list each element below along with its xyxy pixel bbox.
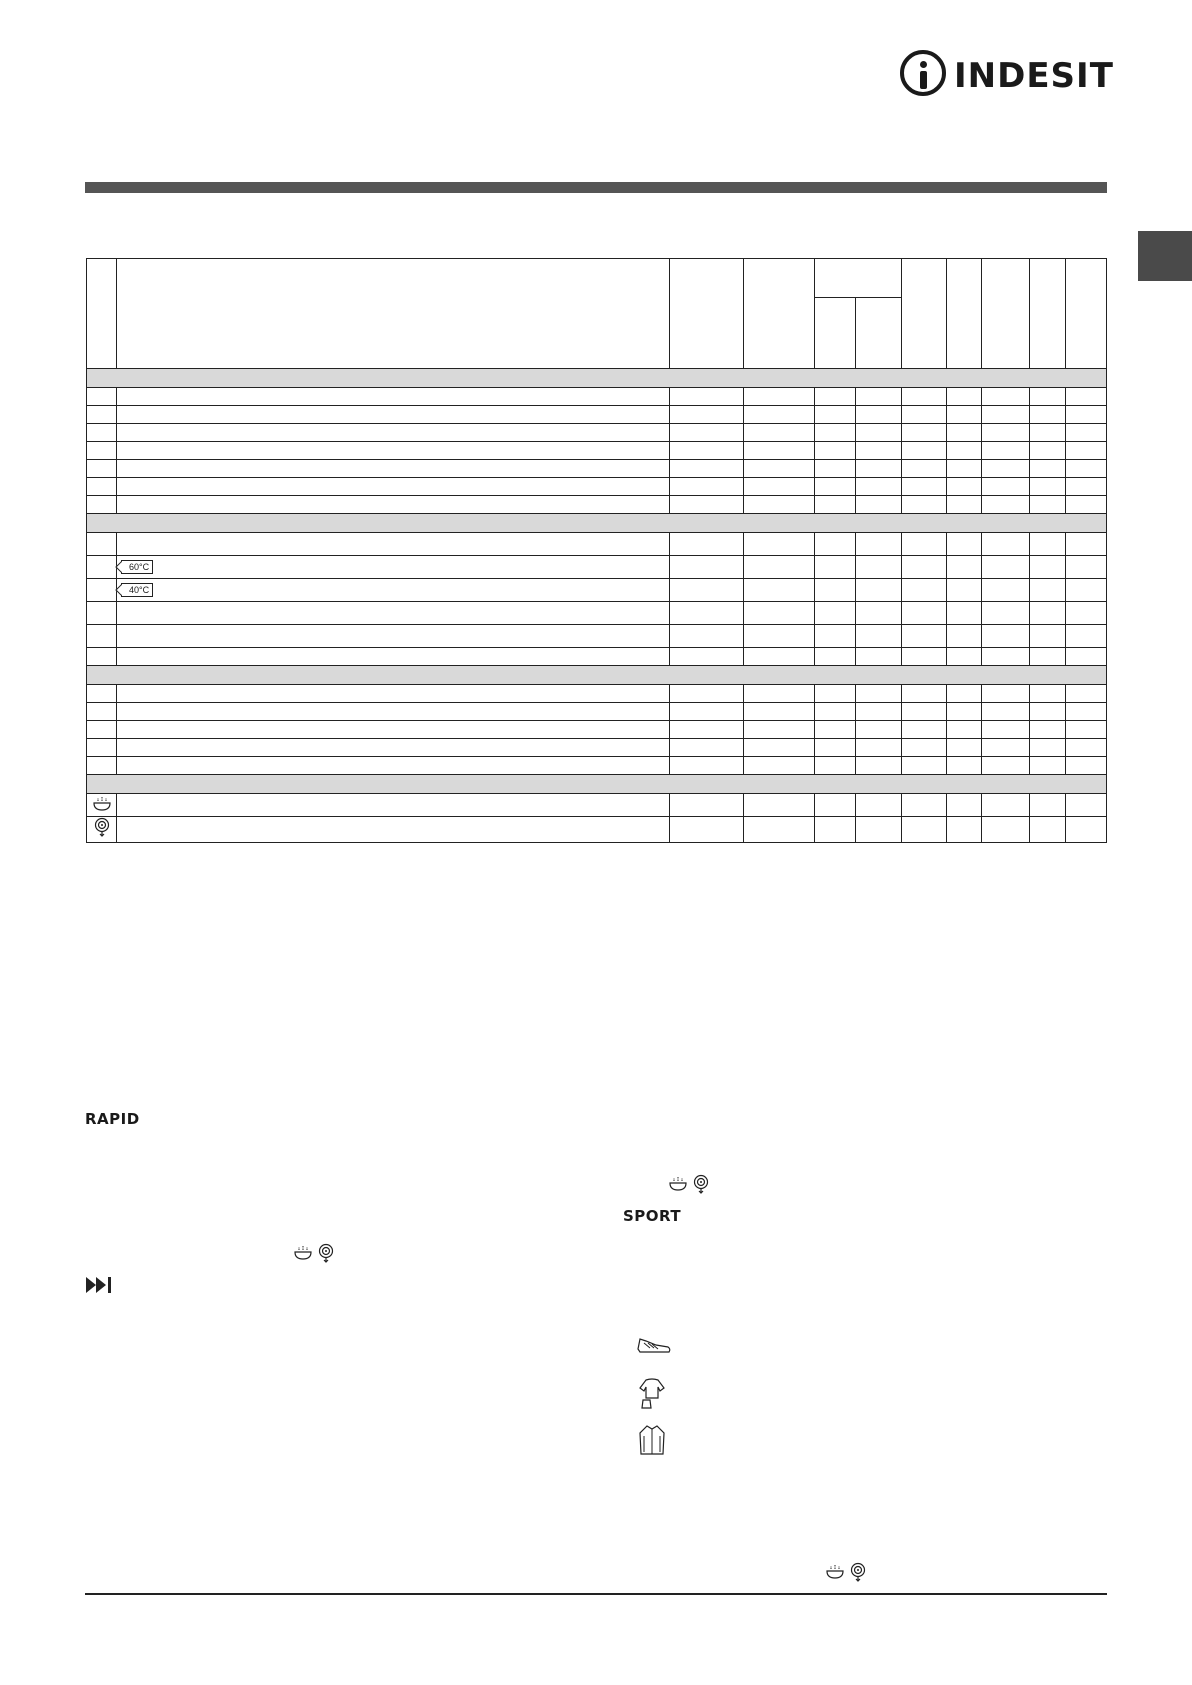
spin-icon [317, 1243, 335, 1263]
logo-mark-icon [900, 50, 946, 96]
jacket-icon [638, 1424, 666, 1456]
table-row [87, 602, 1107, 625]
spin-icon [93, 817, 111, 837]
skip-forward-icon [85, 1275, 115, 1295]
table-row [87, 406, 1107, 424]
rinse-icon [92, 795, 112, 811]
sportswear-icon [638, 1378, 666, 1410]
header-rule [85, 182, 1107, 193]
temp-tag-60: 60°C [121, 560, 153, 574]
table-header-row [87, 259, 1107, 298]
footer-rule [85, 1593, 1107, 1595]
table-row [87, 817, 1107, 843]
table-row [87, 625, 1107, 648]
rapid-label: RAPID [85, 1110, 140, 1128]
shoe-icon [636, 1335, 672, 1355]
table-row [87, 460, 1107, 478]
table-row [87, 388, 1107, 406]
spin-icon [692, 1174, 710, 1194]
table-row [87, 648, 1107, 666]
spin-icon [849, 1562, 867, 1582]
table-row [87, 424, 1107, 442]
table-section-band [87, 514, 1107, 533]
temp-tag-40: 40°C [121, 583, 153, 597]
logo-wordmark: INDESIT [954, 56, 1114, 96]
table-row [87, 721, 1107, 739]
table-row [87, 533, 1107, 556]
table-row [87, 703, 1107, 721]
table-row [87, 757, 1107, 775]
indesit-logo [900, 48, 1114, 108]
table-row [87, 579, 1107, 602]
rinse-icon [825, 1563, 845, 1579]
table-section-band [87, 369, 1107, 388]
table-section-band [87, 666, 1107, 685]
table-row [87, 685, 1107, 703]
rinse-icon [668, 1175, 688, 1191]
programme-table [86, 258, 1107, 843]
table-row [87, 478, 1107, 496]
table-row [87, 556, 1107, 579]
table-section-band [87, 775, 1107, 794]
rinse-icon [293, 1244, 313, 1260]
table-row [87, 739, 1107, 757]
language-tab [1138, 231, 1192, 281]
table-row [87, 794, 1107, 817]
sport-label: SPORT [623, 1207, 682, 1225]
table-row [87, 496, 1107, 514]
table-row [87, 442, 1107, 460]
